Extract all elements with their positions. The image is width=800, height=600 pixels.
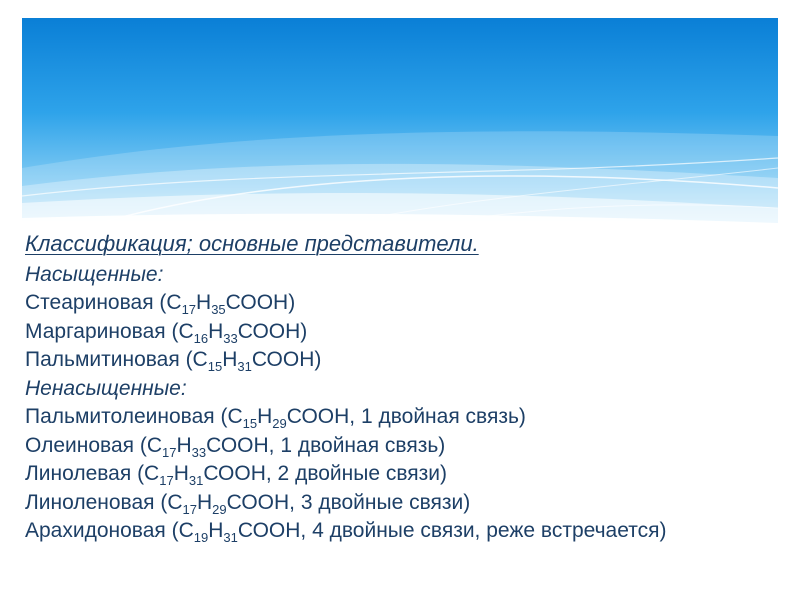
carbon-count: 16	[193, 330, 209, 346]
hydrogen-count: 29	[272, 416, 287, 431]
slide-content	[25, 230, 775, 546]
carbon-count: 17	[159, 473, 174, 488]
formula-rest: СООН)	[225, 291, 296, 314]
acid-name: Пальмитолеиновая (С	[25, 405, 243, 428]
hydrogen-symbol: Н	[196, 291, 212, 314]
carbon-count: 19	[193, 530, 209, 545]
hydrogen-count: 31	[188, 473, 204, 488]
formula-rest: СООН)	[251, 348, 322, 371]
hydrogen-symbol: Н	[176, 433, 192, 457]
acid-name: Пальмитиновая (С	[25, 348, 208, 371]
hydrogen-count: 35	[211, 302, 226, 317]
carbon-count: 15	[242, 416, 258, 431]
unsaturated-label: Ненасыщенные:	[25, 376, 187, 400]
formula-rest: СООН, 2 двойные связи)	[203, 462, 447, 485]
acid-item-arachidonic	[25, 517, 775, 546]
acid-name: Олеиновая (С	[25, 433, 163, 457]
decorative-wave-banner	[22, 18, 778, 228]
formula-rest: СООН, 4 двойные связи, реже встречается)	[237, 519, 667, 542]
hydrogen-count: 31	[223, 530, 238, 545]
hydrogen-count: 33	[191, 444, 207, 460]
wave-graphic	[22, 18, 778, 228]
hydrogen-symbol: Н	[222, 348, 238, 371]
acid-name: Стеариновая (С	[25, 291, 182, 314]
formula-rest: СООН, 1 двойная связь)	[206, 433, 446, 457]
carbon-count: 17	[182, 501, 197, 517]
carbon-count: 17	[181, 302, 197, 317]
acid-name: Линолевая (С	[25, 462, 160, 485]
acid-name: Линоленовая (С	[25, 490, 183, 514]
hydrogen-symbol: Н	[257, 405, 273, 428]
carbon-count: 15	[207, 359, 223, 374]
hydrogen-symbol: Н	[208, 519, 224, 542]
acid-item-palmitic	[25, 346, 775, 375]
acid-item-stearic	[25, 289, 775, 318]
hydrogen-symbol: Н	[196, 490, 213, 514]
formula-rest: СООН, 3 двойные связи)	[226, 490, 471, 514]
acid-name: Маргариновая (С	[25, 319, 194, 343]
acid-item-oleic	[25, 432, 775, 461]
hydrogen-symbol: Н	[208, 319, 224, 343]
acid-item-linolenic	[25, 489, 775, 518]
acid-item-margaric	[25, 318, 775, 347]
hydrogen-count: 33	[223, 330, 238, 346]
slide-heading: Классификация; основные представители.	[25, 231, 479, 256]
hydrogen-symbol: Н	[173, 462, 189, 485]
hydrogen-count: 29	[212, 501, 227, 517]
acid-name: Арахидоновая (С	[25, 519, 194, 542]
carbon-count: 17	[162, 444, 177, 460]
formula-rest: СООН, 1 двойная связь)	[286, 405, 526, 428]
formula-rest: СООН)	[237, 319, 308, 343]
acid-item-linoleic	[25, 460, 775, 489]
saturated-label: Насыщенные:	[25, 262, 164, 286]
hydrogen-count: 31	[237, 359, 252, 374]
acid-item-palmitoleic	[25, 403, 775, 432]
